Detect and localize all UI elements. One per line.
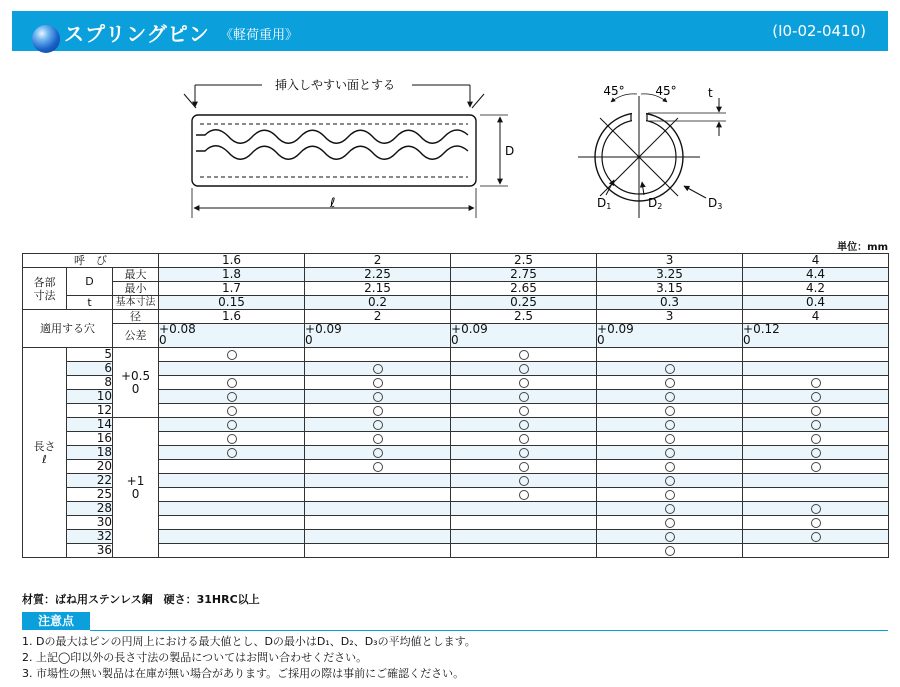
available-mark-icon — [519, 392, 529, 402]
available-mark-icon — [811, 532, 821, 542]
available-mark-icon — [227, 392, 237, 402]
availability-cell — [305, 530, 451, 544]
availability-cell — [305, 474, 451, 488]
availability-cell — [597, 488, 743, 502]
available-mark-icon — [665, 504, 675, 514]
svg-text:D2 — [648, 196, 662, 211]
availability-cell — [159, 516, 305, 530]
availability-cell — [597, 376, 743, 390]
availability-cell — [305, 446, 451, 460]
availability-cell — [451, 432, 597, 446]
availability-cell — [159, 544, 305, 558]
dims-header: 各部 寸法 — [23, 268, 67, 310]
available-mark-icon — [519, 350, 529, 360]
availability-cell — [159, 362, 305, 376]
available-mark-icon — [665, 518, 675, 528]
hole-dia-cell: 4 — [743, 310, 889, 324]
available-mark-icon — [811, 434, 821, 444]
available-mark-icon — [811, 406, 821, 416]
availability-cell — [597, 432, 743, 446]
available-mark-icon — [519, 378, 529, 388]
tol-header: 公差 — [113, 324, 159, 348]
availability-cell — [159, 418, 305, 432]
availability-cell — [743, 516, 889, 530]
hole-dia-cell: 2 — [305, 310, 451, 324]
nominal-cell: 2.5 — [451, 254, 597, 268]
availability-cell — [597, 460, 743, 474]
length-value: 5 — [67, 348, 113, 362]
available-mark-icon — [665, 532, 675, 542]
d3-label: D — [708, 196, 718, 210]
available-mark-icon — [373, 392, 383, 402]
available-mark-icon — [665, 546, 675, 556]
availability-cell — [451, 376, 597, 390]
availability-cell — [305, 544, 451, 558]
availability-cell — [597, 390, 743, 404]
hole-tol-cell: +0.09 0 — [451, 324, 597, 348]
available-mark-icon — [227, 448, 237, 458]
nominal-header: 呼 び — [23, 254, 159, 268]
availability-cell — [451, 404, 597, 418]
length-value: 25 — [67, 488, 113, 502]
D-min-cell: 1.7 — [159, 282, 305, 296]
available-mark-icon — [665, 392, 675, 402]
availability-cell — [451, 544, 597, 558]
availability-cell — [305, 376, 451, 390]
nominal-cell: 3 — [597, 254, 743, 268]
sphere-icon — [32, 25, 60, 53]
tolerance-upper: +0.5 — [120, 368, 151, 383]
availability-cell — [305, 418, 451, 432]
availability-cell — [743, 530, 889, 544]
availability-cell — [305, 460, 451, 474]
hole-tol-cell: +0.08 0 — [159, 324, 305, 348]
availability-cell — [159, 404, 305, 418]
length-value: 22 — [67, 474, 113, 488]
availability-cell — [159, 376, 305, 390]
length-header: 長さ ℓ — [23, 348, 67, 558]
length-value: 14 — [67, 418, 113, 432]
t-cell: 0.15 — [159, 296, 305, 310]
D-max-cell: 2.75 — [451, 268, 597, 282]
availability-cell — [743, 460, 889, 474]
tolerance-lower: 0 — [131, 381, 140, 396]
length-value: 12 — [67, 404, 113, 418]
availability-cell — [743, 474, 889, 488]
d1-label: D — [597, 196, 607, 210]
t-cell: 0.3 — [597, 296, 743, 310]
availability-cell — [305, 348, 451, 362]
availability-cell — [451, 474, 597, 488]
D-max-cell: 1.8 — [159, 268, 305, 282]
angle-right-label: 45° — [655, 84, 677, 98]
length-tolerance — [113, 418, 159, 558]
available-mark-icon — [227, 350, 237, 360]
length-value: 8 — [67, 376, 113, 390]
product-code: (I0-02-0410) — [772, 22, 866, 40]
availability-cell — [743, 348, 889, 362]
available-mark-icon — [519, 420, 529, 430]
t-cell: 0.2 — [305, 296, 451, 310]
available-mark-icon — [665, 490, 675, 500]
length-value: 28 — [67, 502, 113, 516]
available-mark-icon — [227, 420, 237, 430]
row-D-min — [23, 282, 889, 296]
availability-cell — [743, 404, 889, 418]
availability-cell — [159, 460, 305, 474]
availability-cell — [305, 502, 451, 516]
unit-label: 単位：mm — [837, 242, 888, 253]
nominal-cell: 1.6 — [159, 254, 305, 268]
available-mark-icon — [665, 434, 675, 444]
dim-t-label: t — [708, 86, 713, 100]
length-value: 20 — [67, 460, 113, 474]
length-tolerance — [113, 348, 159, 418]
spec-table — [22, 253, 889, 558]
length-value: 18 — [67, 446, 113, 460]
available-mark-icon — [811, 518, 821, 528]
availability-cell — [743, 376, 889, 390]
length-row — [23, 418, 889, 432]
tolerance-lower: 0 — [131, 486, 140, 501]
note-item: 1. Dの最大はピンの円周上における最大値とし、Dの最小はD₁、D₂、D₃の平均値とします。 — [22, 635, 476, 648]
notes-list — [22, 634, 476, 682]
available-mark-icon — [665, 378, 675, 388]
availability-cell — [743, 544, 889, 558]
available-mark-icon — [373, 462, 383, 472]
availability-cell — [159, 390, 305, 404]
note-item: 2. 上記◯印以外の長さ寸法の製品についてはお問い合わせください。 — [22, 651, 368, 664]
available-mark-icon — [811, 392, 821, 402]
availability-cell — [305, 404, 451, 418]
page-subtitle: 《軽荷重用》 — [220, 28, 299, 43]
length-value: 6 — [67, 362, 113, 376]
availability-cell — [743, 502, 889, 516]
availability-cell — [597, 544, 743, 558]
availability-cell — [305, 432, 451, 446]
title-bar — [12, 11, 888, 51]
notice-title: 注意点 — [22, 612, 90, 630]
available-mark-icon — [665, 476, 675, 486]
available-mark-icon — [811, 448, 821, 458]
hole-dia-cell: 2.5 — [451, 310, 597, 324]
availability-cell — [451, 348, 597, 362]
length-value: 16 — [67, 432, 113, 446]
available-mark-icon — [227, 378, 237, 388]
D-max-cell: 4.4 — [743, 268, 889, 282]
available-mark-icon — [373, 406, 383, 416]
min-header: 最小 — [113, 282, 159, 296]
availability-cell — [451, 390, 597, 404]
technical-diagram — [0, 60, 900, 238]
available-mark-icon — [665, 448, 675, 458]
available-mark-icon — [665, 364, 675, 374]
available-mark-icon — [373, 434, 383, 444]
angle-left-label: 45° — [603, 84, 625, 98]
length-row — [23, 348, 889, 362]
dia-header: 径 — [113, 310, 159, 324]
d2-subscript: 2 — [657, 202, 663, 211]
t-cell: 0.4 — [743, 296, 889, 310]
availability-cell — [743, 446, 889, 460]
availability-cell — [597, 404, 743, 418]
nominal-cell: 4 — [743, 254, 889, 268]
availability-cell — [597, 362, 743, 376]
available-mark-icon — [373, 420, 383, 430]
length-value: 32 — [67, 530, 113, 544]
available-mark-icon — [227, 434, 237, 444]
nominal-cell: 2 — [305, 254, 451, 268]
basic-header: 基本寸法 — [113, 296, 159, 310]
availability-cell — [451, 516, 597, 530]
available-mark-icon — [519, 448, 529, 458]
length-value: 30 — [67, 516, 113, 530]
availability-cell — [597, 446, 743, 460]
row-D-max — [23, 268, 889, 282]
tolerance-upper: +1 — [126, 473, 145, 488]
D-header: D — [67, 268, 113, 296]
availability-cell — [305, 488, 451, 502]
availability-cell — [451, 446, 597, 460]
row-nominal — [23, 254, 889, 268]
available-mark-icon — [373, 448, 383, 458]
svg-text:D1 — [597, 196, 611, 211]
page-title: スプリングピン — [64, 22, 210, 46]
t-cell: 0.25 — [451, 296, 597, 310]
length-value: 10 — [67, 390, 113, 404]
available-mark-icon — [519, 434, 529, 444]
available-mark-icon — [811, 504, 821, 514]
D-min-cell: 4.2 — [743, 282, 889, 296]
availability-cell — [451, 418, 597, 432]
d2-label: D — [648, 196, 658, 210]
availability-cell — [451, 502, 597, 516]
availability-cell — [451, 460, 597, 474]
D-max-cell: 2.25 — [305, 268, 451, 282]
available-mark-icon — [519, 462, 529, 472]
availability-cell — [159, 530, 305, 544]
availability-cell — [743, 432, 889, 446]
availability-cell — [159, 474, 305, 488]
available-mark-icon — [373, 364, 383, 374]
availability-cell — [159, 348, 305, 362]
availability-cell — [743, 390, 889, 404]
availability-cell — [597, 516, 743, 530]
availability-cell — [451, 362, 597, 376]
available-mark-icon — [227, 406, 237, 416]
availability-cell — [743, 418, 889, 432]
available-mark-icon — [373, 378, 383, 388]
available-mark-icon — [811, 462, 821, 472]
max-header: 最大 — [113, 268, 159, 282]
row-t — [23, 296, 889, 310]
t-header: t — [67, 296, 113, 310]
available-mark-icon — [811, 420, 821, 430]
D-min-cell: 3.15 — [597, 282, 743, 296]
availability-cell — [597, 348, 743, 362]
availability-cell — [597, 418, 743, 432]
material-note: 材質：ばね用ステンレス鋼 硬さ：31HRC以上 — [22, 593, 260, 606]
available-mark-icon — [665, 462, 675, 472]
availability-cell — [305, 362, 451, 376]
available-mark-icon — [519, 476, 529, 486]
available-mark-icon — [519, 364, 529, 374]
availability-cell — [159, 488, 305, 502]
availability-cell — [305, 390, 451, 404]
available-mark-icon — [665, 406, 675, 416]
availability-cell — [743, 488, 889, 502]
D-min-cell: 2.65 — [451, 282, 597, 296]
availability-cell — [159, 432, 305, 446]
availability-cell — [597, 474, 743, 488]
availability-cell — [305, 516, 451, 530]
hole-tol-cell: +0.09 0 — [597, 324, 743, 348]
svg-text:D3 — [708, 196, 722, 211]
D-min-cell: 2.15 — [305, 282, 451, 296]
hole-tol-cell: +0.09 0 — [305, 324, 451, 348]
available-mark-icon — [519, 490, 529, 500]
d1-subscript: 1 — [606, 202, 612, 211]
availability-cell — [451, 530, 597, 544]
notice-divider — [90, 630, 888, 631]
availability-cell — [743, 362, 889, 376]
hole-dia-cell: 3 — [597, 310, 743, 324]
dim-l-label: ℓ — [330, 196, 336, 211]
d3-subscript: 3 — [717, 202, 723, 211]
hole-header: 適用する穴 — [23, 310, 113, 348]
availability-cell — [159, 446, 305, 460]
note-item: 3. 市場性の無い製品は在庫が無い場合があります。ご採用の際は事前にご確認ください。 — [22, 667, 465, 680]
D-max-cell: 3.25 — [597, 268, 743, 282]
dim-D-label: D — [505, 144, 515, 158]
availability-cell — [597, 530, 743, 544]
availability-cell — [451, 488, 597, 502]
availability-cell — [597, 502, 743, 516]
availability-cell — [159, 502, 305, 516]
row-hole-tol — [23, 324, 889, 348]
available-mark-icon — [665, 420, 675, 430]
length-value: 36 — [67, 544, 113, 558]
available-mark-icon — [811, 378, 821, 388]
hole-dia-cell: 1.6 — [159, 310, 305, 324]
available-mark-icon — [519, 406, 529, 416]
pin-side-view — [192, 115, 476, 186]
insertion-label: 挿入しやすい面とする — [274, 78, 396, 92]
hole-tol-cell: +0.12 0 — [743, 324, 889, 348]
